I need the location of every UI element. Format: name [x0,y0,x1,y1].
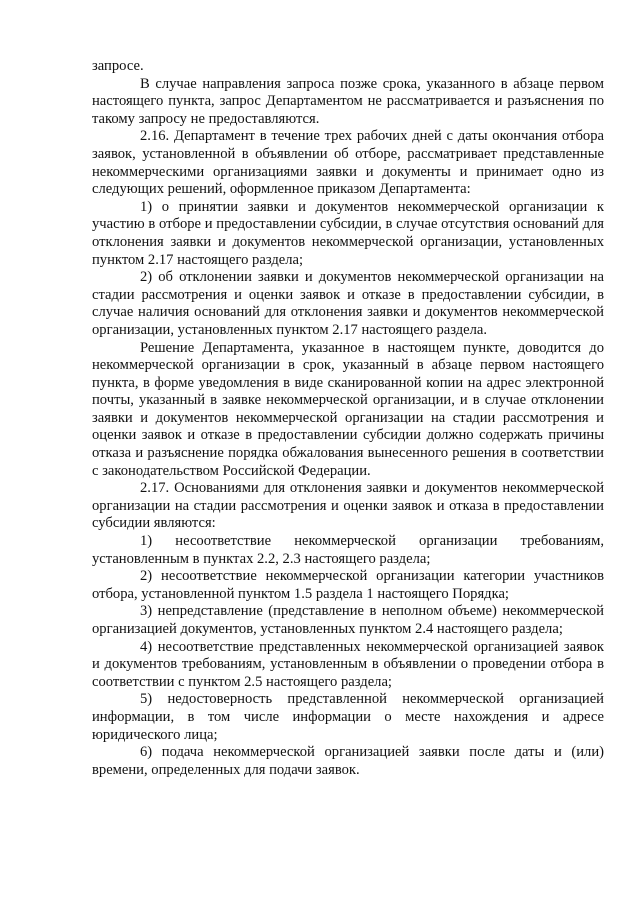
paragraph: В случае направления запроса позже срока, указанного в абзаце первом настоящего пункта, запрос Департаментом не рассматривается и разъяснения по такому запросу не предоставляются. [92,75,604,127]
list-item: 5) недостоверность представленной некоммерческой организацией информации, в том числе информации о месте нахождения и адресе юридического лица; [92,691,604,743]
paragraph: Решение Департамента, указанное в настоящем пункте, доводится до некоммерческой организации в срок, указанный в абзаце первом настоящего пункта, в форме уведомления в виде сканированной копии на адрес электронной почты, указанный в заявке некоммерческой организации, и в случае отклонении заявки и документов некоммерческой организации на стадии рассмотрения и оценки заявок и отказе в предоставлении субсидии должно содержать причины отказа и разъяснение порядка обжалования вынесенного решения в соответствии с законодательством Российской Федерации. [92,339,604,479]
list-item: 2) несоответствие некоммерческой организации категории участников отбора, установленной пунктом 1.5 раздела 1 настоящего Порядка; [92,568,604,602]
list-item: 3) непредставление (представление в неполном объеме) некоммерческой организацией документов, установленных пунктом 2.4 настоящего раздела; [92,603,604,637]
list-item: 1) несоответствие некоммерческой организации требованиям, установленным в пунктах 2.2, 2.3 настоящего раздела; [92,533,604,567]
list-item: 1) о принятии заявки и документов некоммерческой организации к участию в отборе и предоставлении субсидии, в случае отсутствия оснований для отклонения заявки и документов некоммерческой организации, установленных пунктом 2.17 настоящего раздела; [92,198,604,268]
list-item: 2) об отклонении заявки и документов некоммерческой организации на стадии рассмотрения и оценки заявок и отказе в предоставлении субсидии, в случае наличия оснований для отклонения заявки и документов некоммерческой организации, установленных пунктом 2.17 настоящего раздела. [92,269,604,338]
paragraph: 2.16. Департамент в течение трех рабочих дней с даты окончания отбора заявок, установленной в объявлении об отборе, рассматривает представленные некоммерческими организациями заявки и документы и принимает одно из следующих решений, оформленное приказом Департамента: [92,128,604,198]
paragraph: 2.17. Основаниями для отклонения заявки и документов некоммерческой организации на стадии рассмотрения и оценки заявок и отказа в предоставлении субсидии являются: [92,480,604,532]
paragraph: запросе. [92,58,144,74]
document-body [92,58,604,779]
list-item: 4) несоответствие представленных некоммерческой организацией заявок и документов требованиям, установленным в объявлении о проведении отбора в соответствии с пунктом 2.5 настоящего раздела; [92,638,604,690]
list-item: 6) подача некоммерческой организацией заявки после даты и (или) времени, определенных для подачи заявок. [92,744,604,778]
